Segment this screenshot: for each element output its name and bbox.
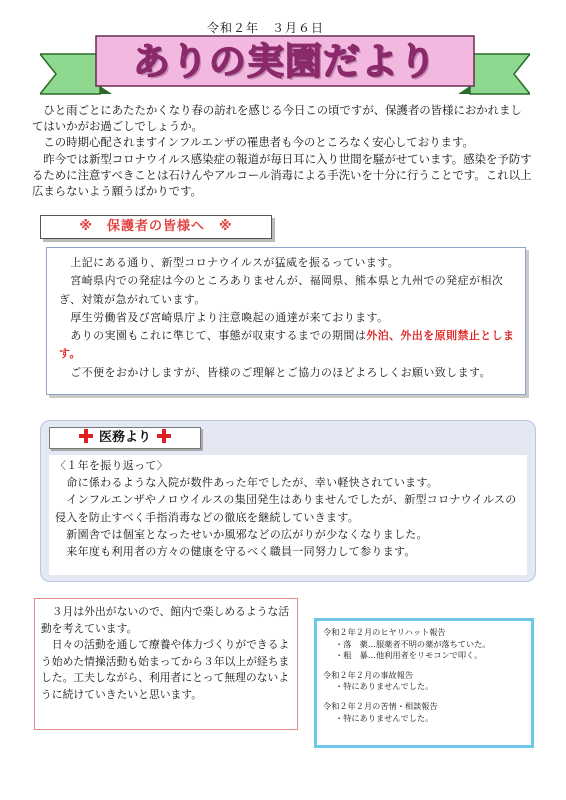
activity-paragraph: 日々の活動を通して療養や体力づくりができるよう始めた情操活動も始まってから３年以上が経ちました。工夫しながら、利用者にとって無理のないように続けていきたいと思います。 <box>41 638 290 701</box>
report-item: ・特にありませんでした。 <box>335 681 434 692</box>
report-title: 令和２年２月の事故報告 <box>323 669 414 680</box>
report-title: 令和２年２月の苦情・相談報告 <box>323 700 438 711</box>
medical-content <box>49 455 527 575</box>
report-item: ・落 薬…服薬者不明の薬が落ちていた。 <box>335 638 491 649</box>
incident-report-box <box>314 618 534 748</box>
notice-paragraph: 厚生労働省及び宮崎県庁より注意喚起の通達が来ております。 <box>59 310 389 324</box>
medical-heading <box>49 427 201 449</box>
medical-paragraph: 来年度も利用者の方々の健康を守るべく職員一同努力して参ります。 <box>55 545 416 559</box>
notice-heading: ※ 保護者の皆様へ ※ <box>40 215 272 239</box>
near-miss-report <box>323 627 527 662</box>
report-title: 令和２年２月のヒヤリハット報告 <box>323 627 446 637</box>
activity-box <box>34 598 298 730</box>
report-item: ・粗 暴…他利用者をリモコンで叩く。 <box>335 650 483 661</box>
notice-box <box>46 247 526 395</box>
notice-paragraph <box>59 327 515 364</box>
red-cross-icon <box>79 429 93 443</box>
notice-paragraph: 宮崎県内での発症は今のところありませんが、福岡県、熊本県と九州での発症が相次ぎ、対策が急がれています。 <box>59 274 504 306</box>
accident-report <box>323 670 527 693</box>
intro-paragraph: 昨今では新型コロナウイルス感染症の報道が毎日耳に入り世間を騒がせています。感染を予防するために注意すべきことは石けんやアルコール消毒による手洗いを十分に行うことです。これ以上広まらないよう願うばかりです。 <box>32 151 532 199</box>
notice-paragraph: 上記にある通り、新型コロナウイルスが猛威を振るっています。 <box>59 256 400 269</box>
intro-paragraph: この時期心配されますインフルエンザの罹患者も今のところなく安心しております。 <box>32 135 474 150</box>
activity-paragraph: ３月は外出がないので、館内で楽しめるような活動を考えています。 <box>41 605 290 635</box>
medical-heading-label: 医務より <box>98 430 151 445</box>
medical-section <box>40 420 536 582</box>
notice-text: ありの実園もこれに準じて、事態が収束するまでの期間は <box>59 329 367 343</box>
complaint-report <box>323 701 527 724</box>
intro-paragraph: ひと雨ごとにあたたかくなり春の訪れを感じる今日この頃ですが、保護者の皆様におかれましてはいかがお過ごしでしょうか。 <box>32 103 522 134</box>
notice-warning: 外泊、外出を原則禁止とします。 <box>59 329 515 361</box>
intro-text <box>32 102 532 199</box>
title-banner <box>40 34 530 98</box>
newsletter-title: ありの実園だより <box>133 40 437 83</box>
report-item: ・特にありませんでした。 <box>335 712 434 723</box>
medical-subheading: 〈１年を振り返って〉 <box>55 459 168 472</box>
medical-paragraph: インフルエンザやノロウイルスの集団発生はありませんでしたが、新型コロナウイルスの侵入を防止すべく手指消毒などの徹底を継続していきます。 <box>55 493 517 524</box>
notice-paragraph: ご不便をおかけしますが、皆様のご理解とご協力のほどよろしくお願い致します。 <box>59 365 491 379</box>
issue-date: 令和２年 ３月６日 <box>207 21 325 35</box>
red-cross-icon <box>157 429 171 443</box>
medical-paragraph: 命に係わるような入院が数件あった年でしたが、幸い軽快されています。 <box>55 476 439 490</box>
medical-paragraph: 新園舎では個室となったせいか風邪などの広がりが少なくなりました。 <box>55 527 428 541</box>
